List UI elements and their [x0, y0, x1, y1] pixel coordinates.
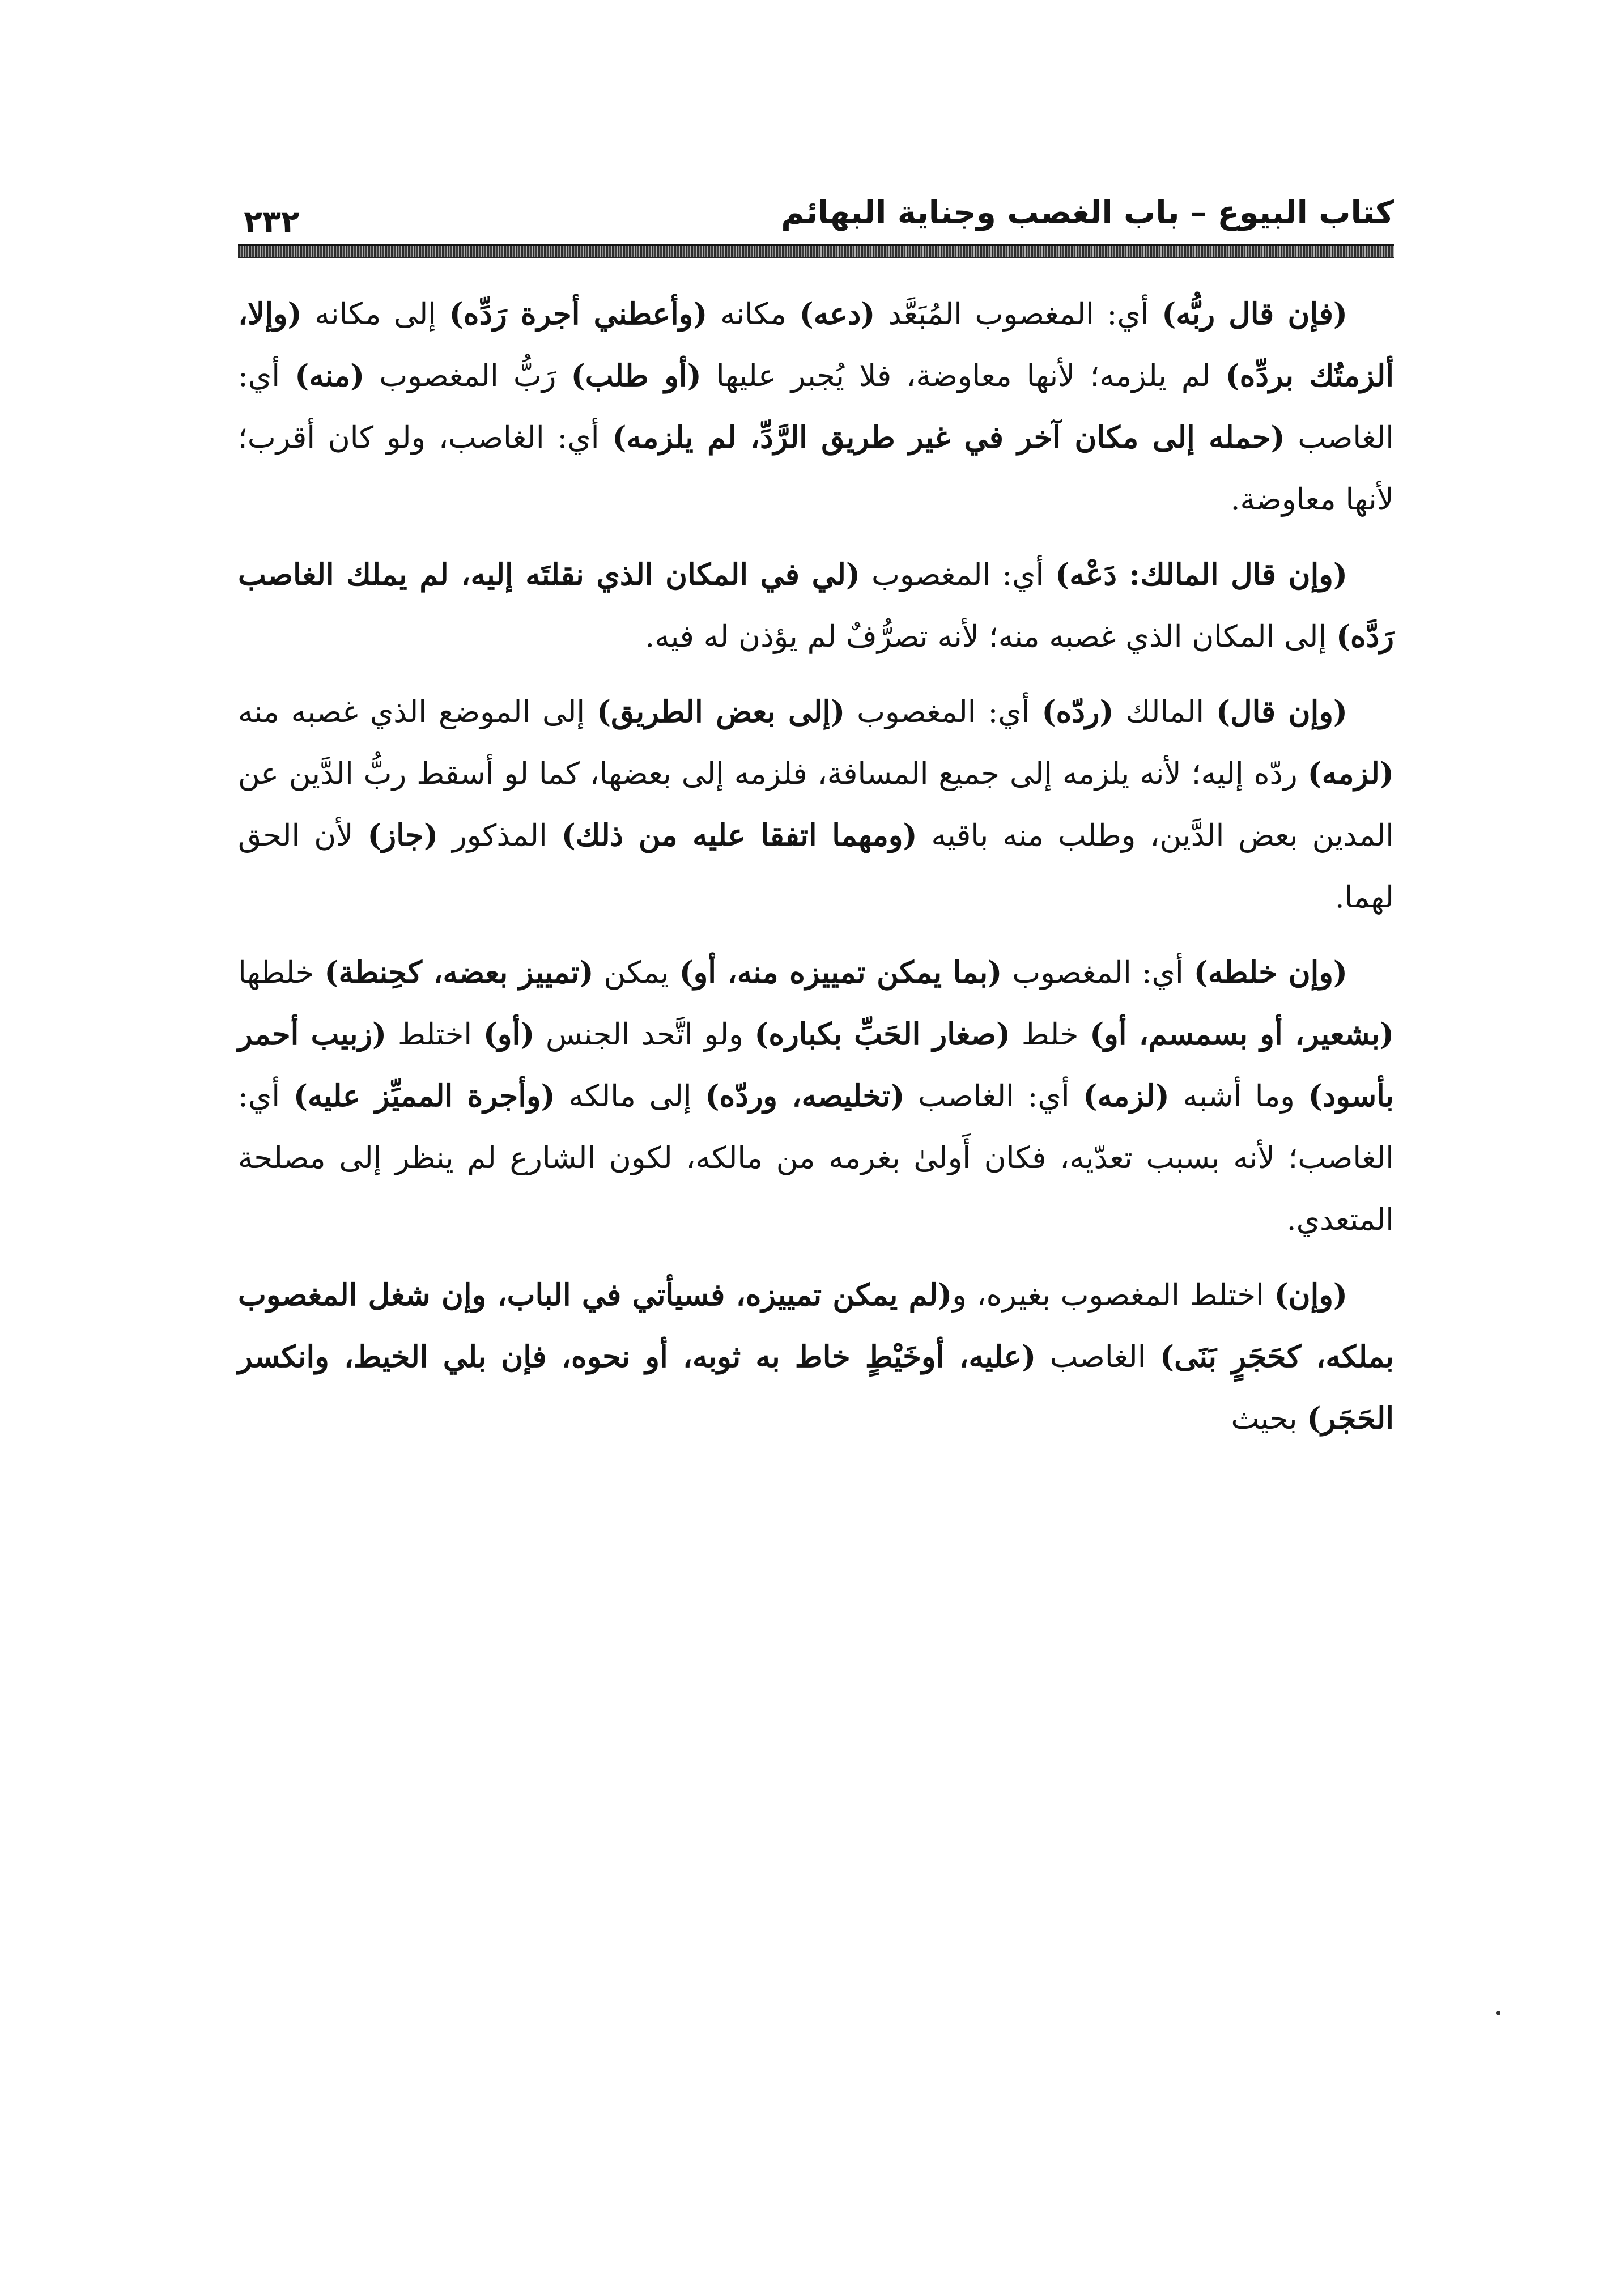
- sharh-text: وما أشبه: [1169, 1079, 1308, 1114]
- matn-text: (لم يمكن تمييزه، فسيأتي في الباب، وإن شغل المغصوب بملكه، كحَجَرٍ بَنَى): [238, 1277, 1394, 1374]
- sharh-text: إلى مكانه: [301, 297, 449, 332]
- matn-text: (جاز): [367, 818, 439, 853]
- header-title: كتاب البيوع – باب الغصب وجناية البهائم: [781, 194, 1394, 231]
- page-number: ٢٣٢: [244, 203, 300, 239]
- sharh-text: أي: الغاصب، ولو كان أقرب؛ لأنها معاوضة.: [238, 421, 1394, 517]
- sharh-text: بحيث: [1231, 1402, 1307, 1436]
- paragraph: [238, 1264, 1394, 1450]
- sharh-text: ولو اتَّحد الجنس: [534, 1017, 755, 1052]
- matn-text: (لزمه): [1307, 756, 1394, 791]
- matn-text: (حمله إلى مكان آخر في غير طريق الرَّدِّ، لم يلزمه): [612, 420, 1285, 455]
- matn-text: (بما يمكن تمييزه منه، أو): [679, 955, 1002, 990]
- paragraph: [238, 681, 1394, 928]
- sharh-text: أي: المغصوب: [860, 558, 1056, 592]
- sharh-text: ردّه إليه؛ لأنه يلزمه إلى جميع المسافة، فلزمه إلى بعضها، كما لو أسقط ربُّ الدَّين عن المدين بعض الدَّين، وطلب منه باقيه: [238, 757, 1394, 853]
- body-text: [238, 283, 1394, 1450]
- matn-text: (وإن قال): [1216, 694, 1347, 729]
- sharh-text: مكانه: [707, 297, 800, 332]
- header-divider: [238, 244, 1394, 258]
- sharh-text: أي: المغصوب المُبَعَّد: [875, 297, 1162, 332]
- matn-text: (تمييز بعضه، كحِنطة): [324, 955, 594, 990]
- matn-text: (دعه): [799, 296, 875, 332]
- sharh-text: أي: المغصوب: [1002, 956, 1194, 990]
- sharh-text: لأن الحق لهما.: [238, 818, 1394, 915]
- sharh-text: أي: المغصوب: [845, 695, 1042, 729]
- matn-text: (وإن قال المالك: دَعْه): [1055, 557, 1347, 592]
- matn-text: (عليه، أوخَيْطٍ خاط به ثوبه، أو نحوه، فإن بلي الخيط، وانكسر الحَجَر): [238, 1339, 1394, 1436]
- matn-text: (ومهما اتفقا عليه من ذلك): [561, 818, 917, 853]
- sharh-text: اختلط: [386, 1017, 483, 1052]
- matn-text: (منه): [295, 358, 365, 393]
- matn-text: (تخليصه، وردّه): [705, 1078, 905, 1114]
- sharh-text: لم يلزمه؛ لأنها معاوضة، فلا يُجبر عليها: [701, 359, 1226, 393]
- matn-text: (أو طلب): [571, 358, 702, 393]
- paragraph: [238, 544, 1394, 668]
- margin-speck: [1496, 2011, 1500, 2015]
- matn-text: (وأعطني أجرة رَدِّه): [449, 296, 708, 332]
- paragraph: [238, 283, 1394, 530]
- sharh-text: رَبُّ المغصوب: [364, 359, 571, 393]
- matn-text: (إلى بعض الطريق): [597, 694, 845, 729]
- matn-text: (زبيب أحمر بأسود): [238, 1017, 1395, 1114]
- sharh-text: خلطها: [238, 956, 325, 990]
- sharh-text: المالك: [1113, 695, 1217, 729]
- sharh-text: أي: الغاصب: [904, 1079, 1083, 1114]
- matn-text: (بشعير، أو بسمسم، أو): [1090, 1017, 1395, 1052]
- matn-text: (ردّه): [1041, 694, 1114, 729]
- sharh-text: أي: الغاصب: [238, 359, 1395, 455]
- matn-text: (أو): [483, 1017, 535, 1052]
- sharh-text: اختلط المغصوب بغيره، و: [952, 1278, 1274, 1313]
- sharh-text: الغاصب: [1036, 1340, 1160, 1374]
- running-header: [238, 187, 1394, 249]
- matn-text: (وإلا، ألزمتُك بردِّه): [238, 296, 1394, 393]
- sharh-text: إلى الموضع الذي غصبه منه: [238, 695, 597, 729]
- sharh-text: خلط: [1010, 1017, 1090, 1052]
- sharh-text: يمكن: [593, 956, 679, 990]
- matn-text: (فإن قال ربُّه): [1162, 296, 1347, 332]
- sharh-text: إلى مالكه: [555, 1079, 705, 1114]
- paragraph: [238, 942, 1394, 1251]
- sharh-text: أي: الغاصب؛ لأنه بسبب تعدّيه، فكان أَولىٰ بغرمه من مالكه، لكون الشارع لم ينظر إلى مصلحة المتعدي.: [238, 1079, 1394, 1237]
- matn-text: (وإن): [1274, 1277, 1347, 1313]
- sharh-text: المذكور: [438, 818, 562, 853]
- matn-text: (وأجرة المميِّز عليه): [293, 1078, 555, 1114]
- sharh-text: إلى المكان الذي غصبه منه؛ لأنه تصرُّفٌ لم يؤذن له فيه.: [645, 619, 1336, 654]
- matn-text: (لي في المكان الذي نقلتَه إليه، لم يملك الغاصب رَدَّه): [238, 557, 1394, 654]
- matn-text: (صغار الحَبِّ بكباره): [754, 1017, 1011, 1052]
- matn-text: (وإن خلطه): [1193, 955, 1348, 990]
- book-page: [238, 187, 1394, 1463]
- matn-text: (لزمه): [1083, 1078, 1170, 1114]
